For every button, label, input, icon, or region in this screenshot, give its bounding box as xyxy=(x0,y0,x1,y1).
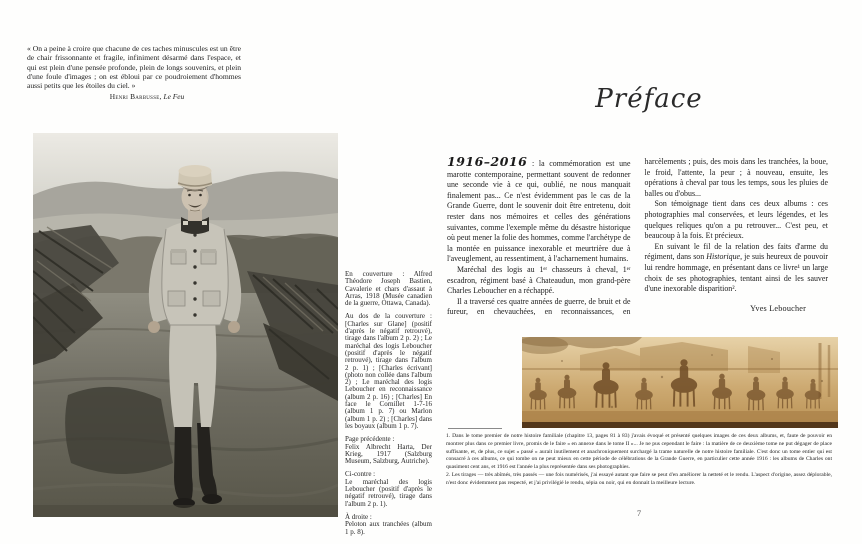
paragraph-5: En suivant le fil de la relation des faits d'arme du régiment, dans son Historique, je suis heureux de pouvoir lui rendre hommage, en présentant dans ce livre¹ un large choix de ses photographies, tentant ainsi de les sauver d'une inexorable disparition². xyxy=(644,241,828,294)
paragraph-3-start: Il a traversé ces quatre années de guerre, de bruit et de fureur, en chevauchées, en reconnaissances, en xyxy=(447,296,631,317)
opening-years: 1916–2016 xyxy=(447,154,528,169)
photo-captions xyxy=(345,271,432,542)
paragraph-2: Maréchal des logis au 1ᵉʳ chasseurs à cheval, 1ᵉʳ escadron, régiment basé à Chateaudun, mon grand-père Charles Leboucher en a réchappé. xyxy=(447,264,631,296)
paragraph-3-end: harcèlements ; puis, des mois dans les tranchées, la boue, le froid, l'attente, la peur ; à nouveau, ensuite, les opérations à cheval par tous les temps, sous les pluies de balles ou d'obus... xyxy=(644,157,828,198)
text-column-2 xyxy=(645,157,829,337)
footnote-separator xyxy=(448,428,502,429)
preface-body xyxy=(447,154,828,337)
epigraph xyxy=(27,44,241,102)
epigraph-attribution xyxy=(27,92,241,101)
soldier-portrait-photo xyxy=(33,133,338,517)
page-title: Préface xyxy=(595,84,703,114)
epigraph-author: Henri Barbusse, xyxy=(109,92,162,102)
paragraph-4: Son témoignage tient dans ces deux albums : ces photographies mal conservées, et leurs légendes, et les quelques reliques qu'on a pu retrouver... C'est peu, et beaucoup à la fois. Et précieux. xyxy=(644,199,828,241)
cavalry-squadron-photo xyxy=(522,337,838,428)
author-signature: Yves Leboucher xyxy=(750,303,806,313)
caption-cover: En couverture : Alfred Théodore Joseph Bastien, Cavalerie et chars d'assaut à Arras, 1918 (Musée canadien de la guerre, Ottawa, Canada). xyxy=(345,270,432,308)
epigraph-work-title: Le Feu xyxy=(163,92,185,102)
soldier-portrait-illustration xyxy=(33,133,338,517)
footnote-2: 2. Les tirages — très abîmés, très passés — une fois numérisés, j'ai essayé autant que faire se peut d'en améliorer la netteté et le rendu. L'aspect d'origine, assez déplorable, n'est donc évidemment pas respecté, et j'ai privilégié le rendu, sépia ou noir, qui en donnait la meilleure lecture. xyxy=(446,471,832,486)
historique-title: Historique xyxy=(706,252,741,262)
cavalry-squadron-illustration xyxy=(522,337,838,428)
paragraph-1: 1916–2016 : la commémoration est une marotte contemporaine, permettant souvent de redonner une seconde vie à ce qui, oublié, ne nous manquait finalement pas... Ce n'est évidemment pas le cas de la Grande Guerre, dont le souvenir doit être entretenu, doit rester dans nos mémoires et celles des générations suivantes, comme l'exemple même du désastre historique où peut mener la folie des hommes, comme l'archétype de la montée en puissance inexorable et meurtrière due à l'aveuglement, au ressentiment, à l'acharnement humains. xyxy=(447,154,631,264)
caption-right: À droite : Peloton aux tranchées (album 1 p. 8). xyxy=(345,512,432,536)
caption-opposite: Ci-contre : Le maréchal des logis Leboucher (positif d'après le négatif retrouvé), tirage dans l'album 2 p. 1). xyxy=(345,470,432,508)
epigraph-text: « On a peine à croire que chacune de ces taches minuscules est un être de chair frissonnante et fragile, infiniment désarmé dans l'espace, et qui est plein d'une pensée profonde, plein de longs souvenirs, et plein d'une foule d'images ; on est ébloui par ce poudroiement d'hommes aussi petits que les étoiles du ciel. » xyxy=(27,44,241,91)
footnote-1: 1. Dans le tome premier de notre histoire familiale (chapitre 13, pages 81 à 83) j'avais évoqué et présenté quelques images de ces deux albums, et, faute de pouvoir en montrer plus dans ce premier livre, promis de le faire « en annexe dans le tome II »... Je ne pus cependant le faire : la matière de ce deuxième tome ne put dégager de place suffisante, et, de plus, ce sujet « passé » aurait inutilement et anachroniquement surchargé la trame naturelle de notre histoire familiale. C'est donc un tome entier qui est consacré à ces albums, ce qui tombe on ne peut mieux en cette période de célébrations de la Grande Guerre, en particulier cette année 1916 : les albums de Charles ont quasiment cent ans, et 1916 est l'année la plus représentée dans ses photographies. xyxy=(446,433,832,471)
caption-previous-page: Page précédente : Felix Albrecht Harta, Der Krieg, 1917 (Salzburg Museum, Salzburg, Autriche). xyxy=(345,435,432,466)
page-number: 7 xyxy=(636,508,642,518)
text-column-1 xyxy=(447,154,631,337)
caption-back-cover: Au dos de la couverture : [Charles sur Glane] (positif d'après le négatif retrouvé), tirage dans l'album 2 p. 2) ; Le maréchal des logis Leboucher (positif d'après le négatif retrouvé), tirage dans l'album 2 p. 1) ; [Charles écrivant] (photo non collée dans l'album 2) ; Le maréchal des logis Leboucher en reconnaissance (album 2 p. 16) ; [Charles] En face le Cornillet 1-7-16 (album 1 p. 7) ou Marlon (album 1 p. 2) ; [Charles] dans les boyaux (album 1 p. 7). xyxy=(345,312,432,430)
footnotes xyxy=(446,433,832,488)
